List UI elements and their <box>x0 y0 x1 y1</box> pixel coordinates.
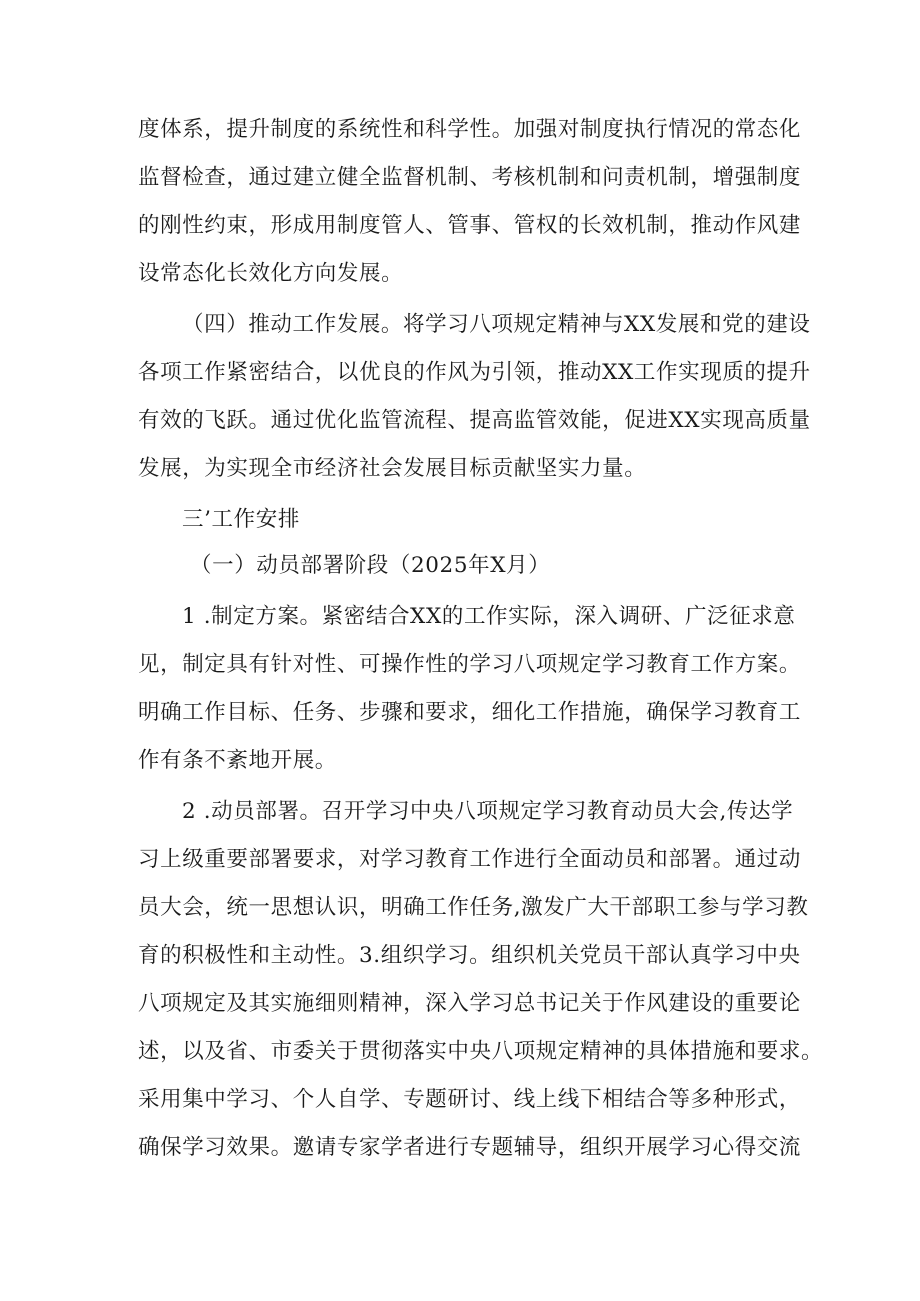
text-line: 育的积极性和主动性。3.组织学习。组织机关党员干部认真学习中央 <box>138 943 801 968</box>
text-line: 采用集中学习、个人自学、专题研讨、线上线下相结合等多种形式， <box>138 1087 802 1112</box>
text-line: 2 .动员部署。召开学习中央八项规定学习教育动员大会,传达学 <box>182 799 794 824</box>
text-line: 各项工作紧密结合，以优良的作风为引领，推动XX工作实现质的提升 <box>138 360 811 385</box>
text-line: 习上级重要部署要求，对学习教育工作进行全面动员和部署。通过动 <box>138 847 802 872</box>
text-line: 发展，为实现全市经济社会发展目标贡献坚实力量。 <box>138 456 647 481</box>
text-line: 监督检查，通过建立健全监督机制、考核机制和问责机制，增强制度 <box>138 165 802 190</box>
text-line: 度体系，提升制度的系统性和科学性。加强对制度执行情况的常态化 <box>138 117 802 142</box>
text-line: 明确工作目标、任务、步骤和要求，细化工作措施，确保学习教育工 <box>138 700 802 725</box>
text-line: 八项规定及其实施细则精神，深入学习总书记关于作风建设的重要论 <box>138 991 802 1016</box>
text-line: 确保学习效果。邀请专家学者进行专题辅导，组织开展学习心得交流 <box>138 1135 802 1160</box>
text-line: 有效的飞跃。通过优化监管流程、提高监管效能，促进XX实现高质量 <box>138 408 811 433</box>
text-line: 见，制定具有针对性、可操作性的学习八项规定学习教育工作方案。 <box>138 652 802 677</box>
section-heading: （四）推动工作发展。将学习八项规定精神与XX发展和党的建设 <box>182 312 811 337</box>
text-line: 的刚性约束，形成用制度管人、管事、管权的长效机制，推动作风建 <box>138 213 802 238</box>
subsection-heading: （一）动员部署阶段（2025年X月） <box>190 553 551 578</box>
text-line: 设常态化长效化方向发展。 <box>138 261 404 286</box>
text-line: 员大会，统一思想认识，明确工作任务,激发广大干部职工参与学习教 <box>138 895 809 920</box>
text-line: 述，以及省、市委关于贯彻落实中央八项规定精神的具体措施和要求。 <box>138 1039 824 1064</box>
section-heading: 三’工作安排 <box>182 507 300 532</box>
text-line: 1 .制定方案。紧密结合XX的工作实际，深入调研、广泛征求意 <box>182 604 796 629</box>
text-line: 作有条不紊地开展。 <box>138 748 337 773</box>
